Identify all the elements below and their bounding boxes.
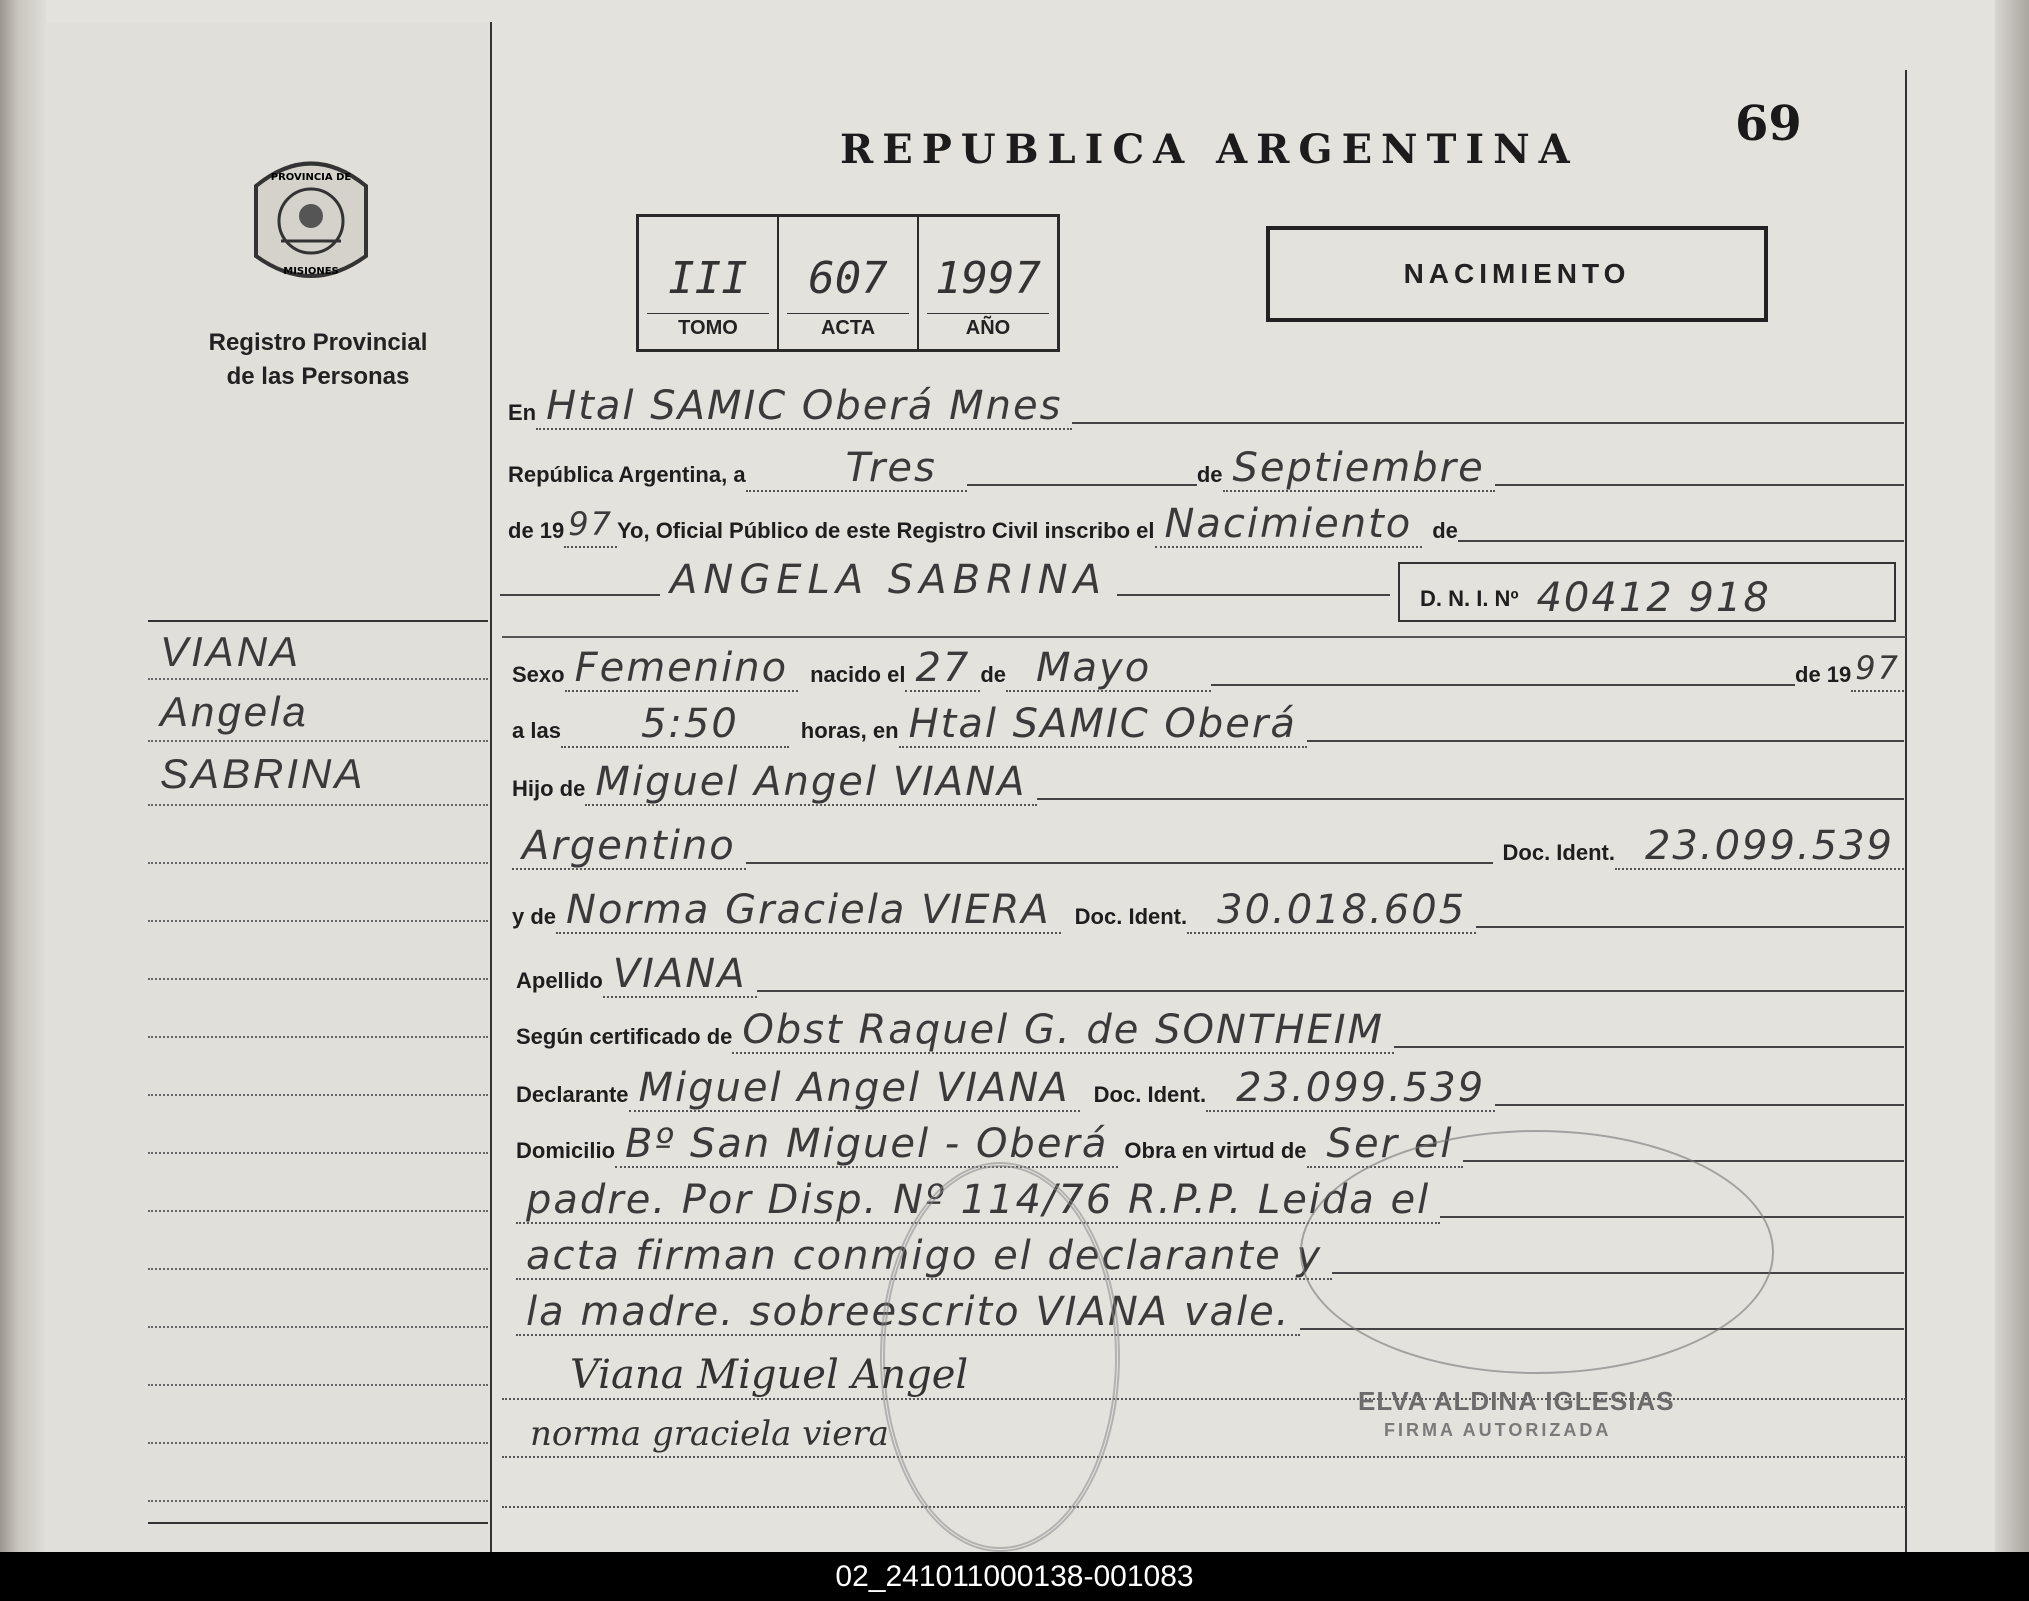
margin-given-name-2: SABRINA [160, 750, 366, 797]
margin-rule [148, 740, 488, 742]
de19-label-2: de 19 [1795, 662, 1852, 687]
margin-rule [148, 1522, 488, 1524]
republica-label: República Argentina, a [508, 462, 746, 487]
seal-text-bottom: MISIONES [283, 266, 339, 277]
margin-rule [148, 920, 488, 922]
row-year [508, 502, 1904, 548]
nacido-label: nacido el [810, 662, 906, 687]
certificate-by: Obst Raquel G. de SONTHEIM [732, 1008, 1394, 1054]
authorized-official-name: ELVA ALDINA IGLESIAS [1358, 1386, 1675, 1416]
margin-rule [148, 978, 488, 980]
registry-name-line1: Registro Provincial [208, 329, 428, 356]
form-rule [502, 636, 1906, 638]
image-id-footer: 02_241011000138-001083 [0, 1552, 2029, 1601]
margin-rule [148, 1036, 488, 1038]
doc-label-2: Doc. Ident. [1074, 904, 1188, 929]
mother-name: Norma Graciela VIERA [556, 888, 1061, 934]
de-label-2: de [1432, 518, 1458, 543]
father-doc: 23.099.539 [1615, 824, 1904, 870]
alas-label: a las [512, 718, 561, 743]
apellido-label: Apellido [516, 968, 603, 993]
acta-value: 607 [808, 253, 888, 304]
margin-rule [148, 1268, 488, 1270]
form-rule [502, 1456, 1906, 1458]
province-seal-icon [236, 146, 386, 296]
dni-label: D. N. I. Nº [1420, 586, 1519, 611]
margin-rule [148, 678, 488, 680]
tomo-label: TOMO [678, 317, 738, 339]
de-label-3: de [980, 662, 1007, 687]
birth-place: Htal SAMIC Oberá [899, 702, 1307, 748]
event-type: Nacimiento [1155, 502, 1423, 548]
form-rule [502, 1398, 1906, 1400]
row-declarant [516, 1066, 1904, 1112]
dni-number: 40412 918 [1536, 575, 1771, 621]
acta-label: ACTA [820, 317, 876, 339]
signature-mother: norma graciela viera [530, 1414, 889, 1454]
row-surname [516, 952, 1904, 998]
birth-month: Mayo [1006, 646, 1211, 692]
certificado-label: Según certificado de [516, 1024, 733, 1049]
month-written: Septiembre [1223, 446, 1495, 492]
obra-label: Obra en virtud de [1124, 1138, 1307, 1163]
year-suffix: 97 [564, 502, 617, 548]
row-en [508, 384, 1904, 430]
page-number: 69 [1735, 96, 1802, 152]
declarant-doc: 23.099.539 [1206, 1066, 1495, 1112]
doc-label-3: Doc. Ident. [1093, 1082, 1207, 1107]
book-spine [0, 0, 46, 1552]
authorization-stamp-oval [1300, 1130, 1774, 1374]
address: Bº San Miguel - Oberá [615, 1122, 1118, 1168]
declarant-name: Miguel Angel VIANA [629, 1066, 1080, 1112]
row-time [512, 702, 1904, 748]
birth-year: 97 [1851, 646, 1904, 692]
notes-line-2: acta firman conmigo el declarante y [516, 1234, 1332, 1280]
seal-text-top: PROVINCIA DE [270, 172, 352, 183]
day-written: Tres [746, 446, 967, 492]
margin-rule [148, 1500, 488, 1502]
margin-rule [148, 1210, 488, 1212]
notes-line-3: la madre. sobreescrito VIANA vale. [516, 1290, 1300, 1336]
en-label: En [508, 400, 537, 425]
declarante-label: Declarante [516, 1082, 629, 1107]
margin-rule [148, 804, 488, 806]
row-father [512, 760, 1904, 806]
margin-rule [148, 620, 488, 622]
margin-rule [148, 1094, 488, 1096]
anio-label: AÑO [965, 317, 1011, 339]
form-rule [502, 1506, 1906, 1508]
acting-capacity: Ser el [1307, 1122, 1464, 1168]
page-edge [1995, 0, 2029, 1552]
registry-name-line2: de las Personas [226, 363, 410, 390]
signature-declarant: Viana Miguel Angel [570, 1352, 969, 1398]
father-nationality: Argentino [512, 824, 746, 870]
row-child-name [500, 558, 1390, 602]
record-type-badge: NACIMIENTO [1266, 226, 1768, 322]
birth-day: 27 [905, 646, 980, 692]
father-name: Miguel Angel VIANA [585, 760, 1036, 806]
acta-cell [779, 217, 919, 349]
hijo-label: Hijo de [512, 776, 586, 801]
horas-label: horas, en [800, 718, 899, 743]
doc-label: Doc. Ident. [1502, 840, 1615, 865]
mother-doc: 30.018.605 [1187, 888, 1476, 934]
row-date [508, 446, 1904, 492]
de19-label: de 19 [508, 518, 565, 543]
margin-surname: VIANA [160, 628, 302, 675]
margin-rule [148, 862, 488, 864]
birth-time: 5:50 [561, 702, 789, 748]
registration-box [636, 214, 1060, 352]
row-certificate [516, 1008, 1904, 1054]
authorized-signature-title: FIRMA AUTORIZADA [1384, 1420, 1612, 1440]
sex: Femenino [565, 646, 798, 692]
page-title: REPUBLICA ARGENTINA [840, 126, 1579, 173]
de-label: de [1196, 462, 1223, 487]
child-name: ANGELA SABRINA [670, 557, 1107, 603]
margin-rule [148, 1326, 488, 1328]
yde-label: y de [512, 904, 557, 929]
yo-label: Yo, Oficial Público de este Registro Civil inscribo el [616, 518, 1155, 543]
row-sex [512, 646, 1904, 692]
dni-box [1398, 562, 1896, 622]
row-mother [512, 888, 1904, 934]
registry-name [182, 326, 454, 394]
row-father-doc [512, 824, 1904, 870]
margin-rule [148, 1152, 488, 1154]
sexo-label: Sexo [512, 662, 565, 687]
anio-value: 1997 [935, 253, 1041, 304]
tomo-value: III [668, 253, 748, 304]
margin-rule [148, 1442, 488, 1444]
tomo-cell [639, 217, 779, 349]
notes-line-1: padre. Por Disp. Nº 114/76 R.P.P. Leida el [516, 1178, 1440, 1224]
anio-cell [919, 217, 1057, 349]
margin-given-name-1: Angela [160, 688, 309, 735]
place-of-registration: Htal SAMIC Oberá Mnes [536, 384, 1072, 430]
domicilio-label: Domicilio [516, 1138, 616, 1163]
surname: VIANA [603, 952, 757, 998]
margin-rule [148, 1384, 488, 1386]
